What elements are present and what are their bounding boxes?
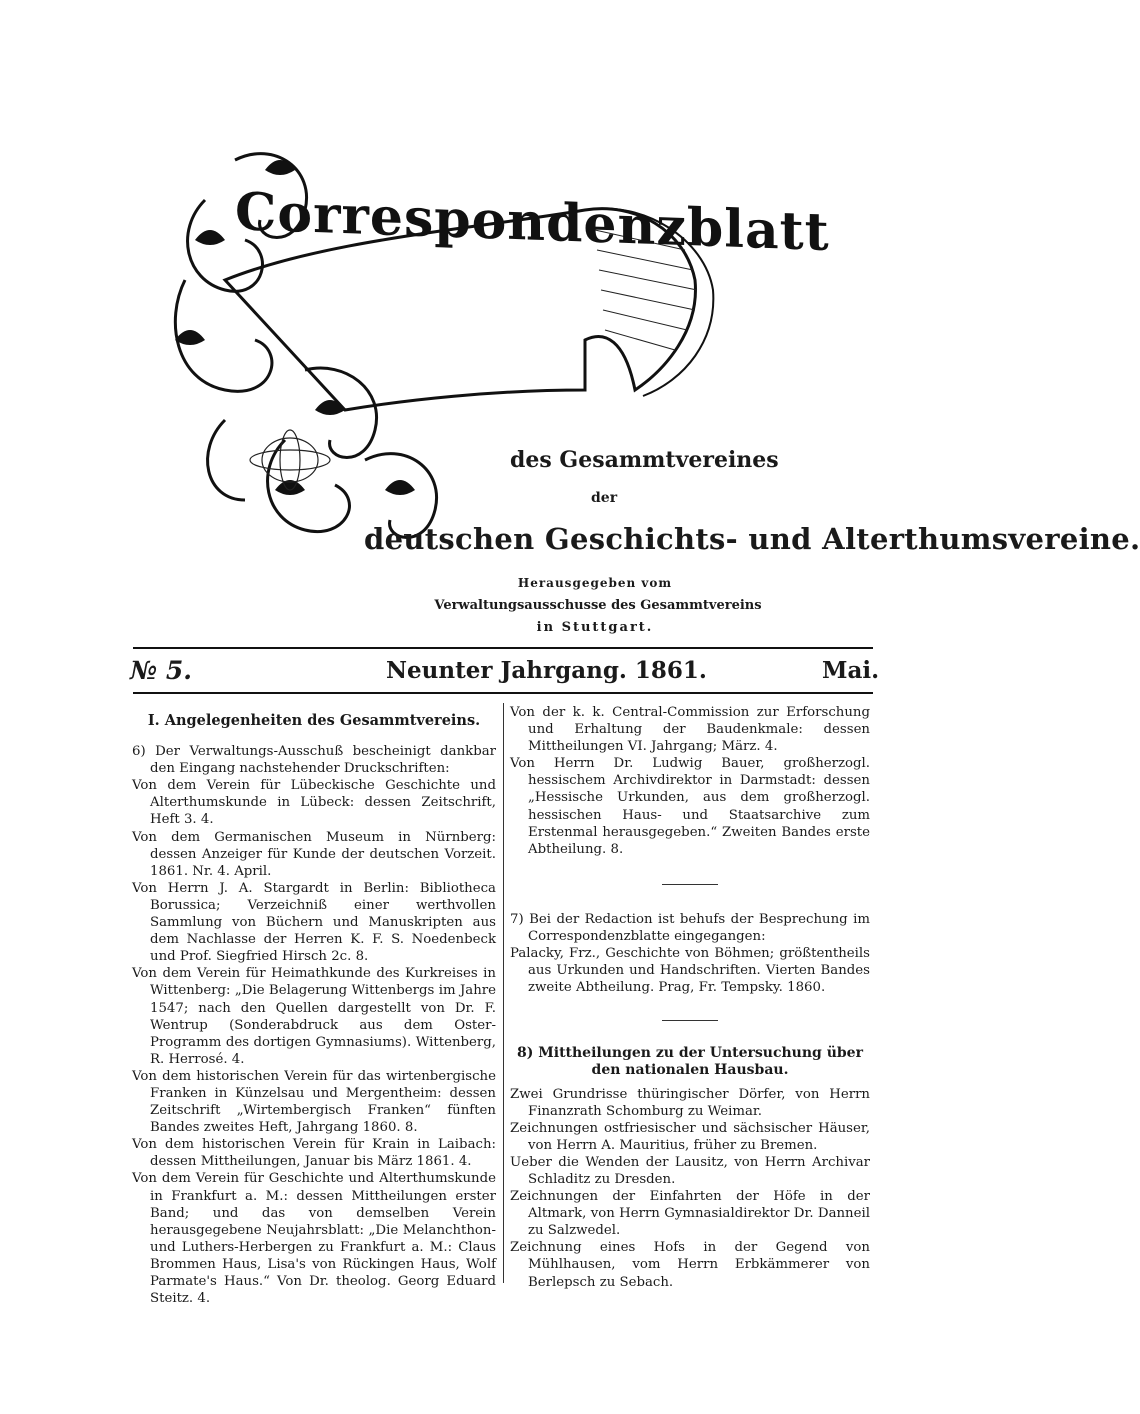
list-item: Zeichnungen der Einfahrten der Höfe in der Altmark, von Herrn Gymnasialdirektor Dr. Danneil zu Salzwedel. xyxy=(510,1189,870,1239)
list-item: Von dem Germanischen Museum in Nürnberg: dessen Anzeiger für Kunde der deutschen Vorzeit. 1861. Nr. 4. April. xyxy=(132,829,496,879)
editor-line-2: Verwaltungsausschusse des Gesammtvereins xyxy=(434,598,762,613)
issue-year: Neunter Jahrgang. 1861. xyxy=(386,657,707,684)
column-divider xyxy=(503,703,504,1283)
issue-rule-bottom xyxy=(133,692,873,694)
list-item: Von Herrn J. A. Stargardt in Berlin: Bibliotheca Borussica; Verzeichniß einer werthvollen Sammlung von Büchern und Manuskripten aus dem Nachlasse der Herren K. F. S. Noedenbeck und Prof. Siegfried Hirsch 2c. 8. xyxy=(132,880,496,965)
issue-month: Mai. xyxy=(822,657,880,684)
list-item: Zeichnung eines Hofs in der Gegend von Mühlhausen, vom Herrn Erbkämmerer von Berlepsch zu Sebach. xyxy=(510,1240,870,1290)
list-item: Zwei Grundrisse thüringischer Dörfer, von Herrn Finanzrath Schomburg zu Weimar. xyxy=(510,1086,870,1119)
masthead-subtitle-2: deutschen Geschichts- und Alterthumsvereine. xyxy=(364,522,1140,556)
masthead-subtitle-1: des Gesammtvereines xyxy=(510,447,779,473)
intro-paragraph: 6) Der Verwaltungs-Ausschuß bescheinigt dankbar den Eingang nachstehender Druckschriften: xyxy=(132,744,496,777)
note-7-heading: 7) Bei der Redaction ist behufs der Besprechung im Correspondenzblatte eingegangen: xyxy=(510,911,870,944)
editor-line-3: in Stuttgart. xyxy=(536,620,654,635)
list-item: Von dem historischen Verein für Krain in Laibach: dessen Mittheilungen, Januar bis März 1861. 4. xyxy=(132,1137,496,1170)
list-item: Zeichnungen ostfriesischer und sächsischer Häuser, von Herrn A. Mauritius, früher zu Bremen. xyxy=(510,1120,870,1153)
list-item: Von dem Verein für Lübeckische Geschichte und Alterthumskunde in Lübeck: dessen Zeitschrift, Heft 3. 4. xyxy=(132,778,496,828)
separator-rule xyxy=(662,1020,718,1021)
masthead-title: Correspondenzblatt xyxy=(235,181,830,264)
masthead-subtitle-der: der xyxy=(591,490,618,506)
section-heading: I. Angelegenheiten des Gesammtvereins. xyxy=(147,712,481,729)
separator-rule xyxy=(662,884,718,885)
editor-line-1: Herausgegeben vom xyxy=(517,576,673,590)
issue-number: № 5. xyxy=(130,656,192,685)
left-column xyxy=(132,708,496,1307)
list-item: Von der k. k. Central-Commission zur Erforschung und Erhaltung der Baudenkmale: dessen Mittheilungen VI. Jahrgang; März. 4. xyxy=(510,705,870,755)
list-item: Von dem historischen Verein für das wirtenbergische Franken in Künzelsau und Mergentheim: dessen Zeitschrift „Wirtembergisch Franken“ fünften Bandes zweites Heft, Jahrgang 1860. 8. xyxy=(132,1068,496,1136)
list-item: Von dem Verein für Heimathkunde des Kurkreises in Wittenberg: „Die Belagerung Wittenbergs im Jahre 1547; nach den Quellen dargestellt von Dr. F. Wentrup (Sonderabdruck aus dem Oster-Programm des dortigen Gymnasiums). Wittenberg, R. Herrosé. 4. xyxy=(132,966,496,1067)
list-item: Von dem Verein für Geschichte und Alterthumskunde in Frankfurt a. M.: dessen Mittheilungen erster Band; und das von demselben Verein herausgegebene Neujahrsblatt: „Die Melanchthon- und Luthers-Herbergen zu Frankfurt a. M.: Claus Brommen Haus, Lisa's von Rückingen Haus, Wolf Parmate's Haus.“ Von Dr. theolog. Georg Eduard Steitz. 4. xyxy=(132,1171,496,1307)
list-item: Von Herrn Dr. Ludwig Bauer, großherzogl. hessischem Archivdirektor in Darmstadt: dessen „Hessische Urkunden, aus dem großherzogl. hessischen Haus- und Staatsarchive zum Erstenmal herausgegeben.“ Zweiten Bandes erste Abtheilung. 8. xyxy=(510,756,870,857)
right-column xyxy=(510,704,870,1291)
list-item: Ueber die Wenden der Lausitz, von Herrn Archivar Schladitz zu Dresden. xyxy=(510,1154,870,1187)
note-7-entry: Palacky, Frz., Geschichte von Böhmen; größtentheils aus Urkunden und Handschriften. Vierten Bandes zweite Abtheilung. Prag, Fr. Tempsky. 1860. xyxy=(510,946,870,996)
issue-rule-top xyxy=(133,647,873,649)
note-8-heading: 8) Mittheilungen zu der Untersuchung über den nationalen Hausbau. xyxy=(517,1045,863,1079)
